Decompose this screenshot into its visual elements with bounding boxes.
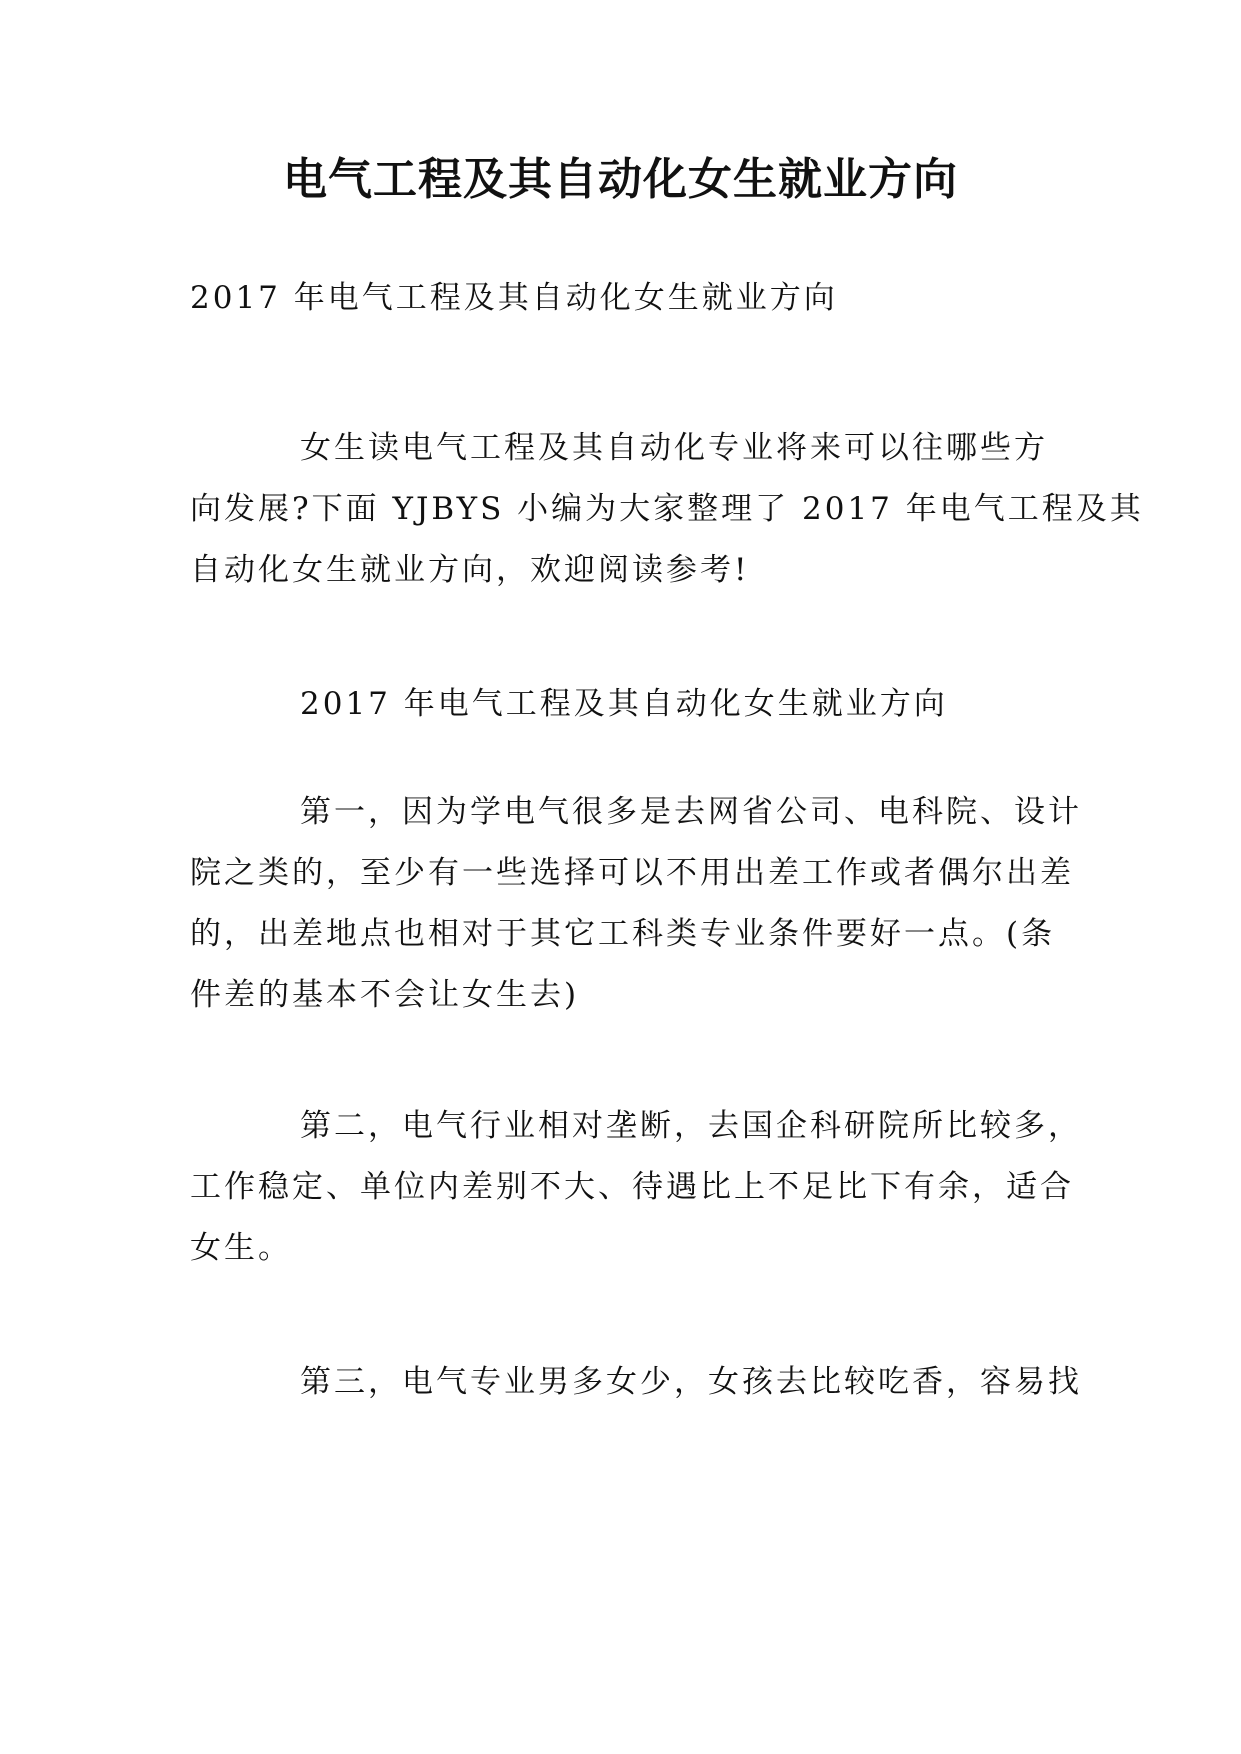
intro-line-3: 自动化女生就业方向，欢迎阅读参考!	[190, 552, 750, 588]
point-2-line-1: 第二，电气行业相对垄断，去国企科研院所比较多，	[300, 1108, 1082, 1144]
intro-line-1: 女生读电气工程及其自动化专业将来可以往哪些方	[300, 430, 1048, 466]
point-1-paragraph	[190, 782, 1082, 1026]
point-1-line-3: 的，出差地点也相对于其它工科类专业条件要好一点。(条	[190, 916, 1056, 952]
document-title: 电气工程及其自动化女生就业方向	[283, 154, 958, 205]
subtitle-text: 2017 年电气工程及其自动化女生就业方向	[190, 280, 838, 316]
intro-line-2: 向发展?下面 YJBYS 小编为大家整理了 2017 年电气工程及其	[190, 491, 1144, 527]
point-1-line-4: 件差的基本不会让女生去)	[190, 977, 580, 1013]
point-1-line-2: 院之类的，至少有一些选择可以不用出差工作或者偶尔出差	[190, 855, 1074, 891]
point-2-line-2: 工作稳定、单位内差别不大、待遇比上不足比下有余，适合	[190, 1169, 1074, 1205]
section-heading: 2017 年电气工程及其自动化女生就业方向	[300, 686, 948, 722]
subtitle-paragraph	[190, 268, 1070, 329]
point-2-line-3: 女生。	[190, 1230, 292, 1266]
point-3-paragraph	[190, 1352, 1082, 1413]
point-3-line-1: 第三，电气专业男多女少，女孩去比较吃香，容易找	[300, 1364, 1082, 1400]
point-2-paragraph	[190, 1096, 1082, 1279]
intro-paragraph	[190, 418, 1144, 601]
section-heading-paragraph	[190, 674, 1070, 735]
point-1-line-1: 第一，因为学电气很多是去网省公司、电科院、设计	[300, 794, 1082, 830]
